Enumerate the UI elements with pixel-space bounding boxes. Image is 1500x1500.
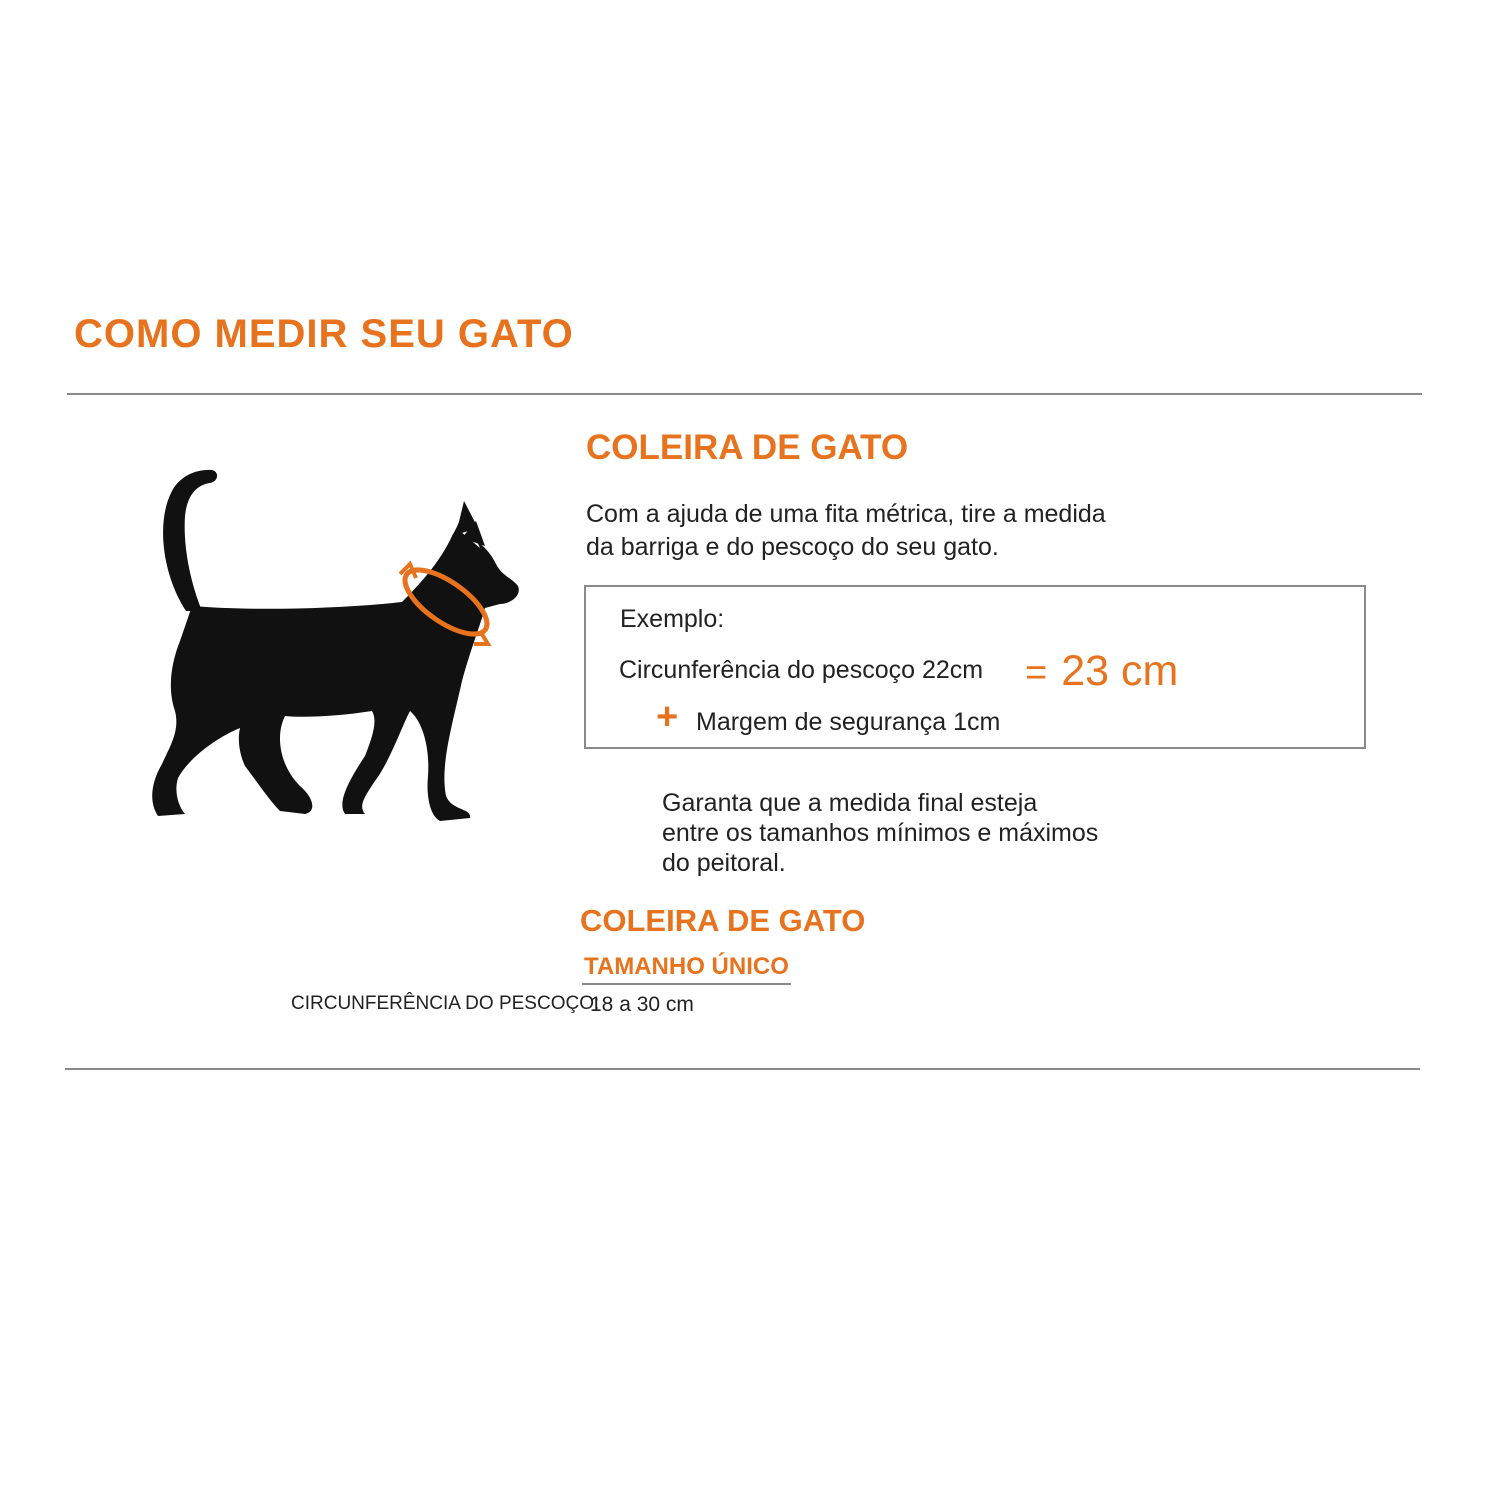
example-result-value: 23 cm bbox=[1061, 647, 1179, 695]
equals-sign: = bbox=[1025, 652, 1048, 694]
cat-silhouette-icon bbox=[140, 466, 530, 822]
intro-line-2: da barriga e do pescoço do seu gato. bbox=[586, 533, 999, 561]
note-line-2: entre os tamanhos mínimos e máximos bbox=[662, 819, 1099, 847]
example-result bbox=[1025, 647, 1178, 696]
example-neck-measure: Circunferência do pescoço 22cm bbox=[619, 656, 984, 684]
divider-bottom bbox=[65, 1068, 1420, 1070]
plus-icon: + bbox=[656, 696, 679, 738]
neck-circumference-label: CIRCUNFERÊNCIA DO PESCOÇO: bbox=[291, 993, 600, 1014]
divider-top bbox=[67, 393, 1422, 395]
intro-text bbox=[586, 498, 1186, 564]
note-line-1: Garanta que a medida final esteja bbox=[662, 789, 1038, 817]
neck-circumference-value: 18 a 30 cm bbox=[590, 993, 694, 1016]
note-line-3: do peitoral. bbox=[662, 849, 786, 877]
intro-line-1: Com a ajuda de uma fita métrica, tire a medida bbox=[586, 500, 1106, 528]
section-title: COLEIRA DE GATO bbox=[586, 428, 909, 467]
example-safety-margin: Margem de segurança 1cm bbox=[696, 708, 1001, 736]
example-label: Exemplo: bbox=[620, 605, 725, 633]
page-title: COMO MEDIR SEU GATO bbox=[74, 312, 574, 356]
size-table-subtitle: TAMANHO ÚNICO bbox=[582, 953, 791, 985]
size-table-title: COLEIRA DE GATO bbox=[580, 903, 866, 938]
note-text bbox=[662, 788, 1142, 878]
